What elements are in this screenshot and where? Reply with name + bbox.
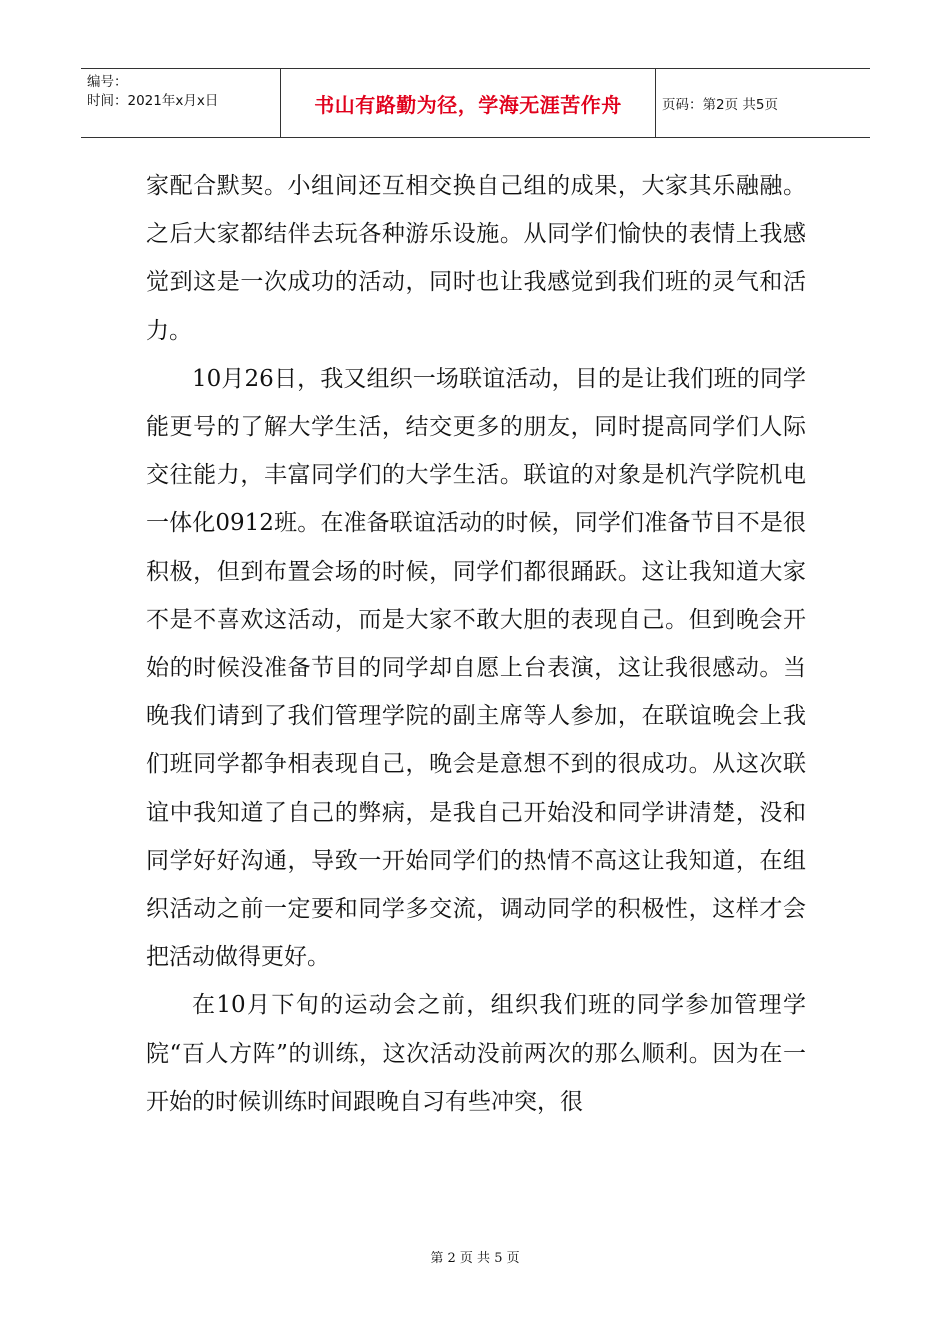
document-body [146,162,806,1126]
header-motto: 书山有路勤为径，学海无涯苦作舟 [314,92,622,117]
document-header [81,68,870,138]
document-number-label: 编号： [87,74,128,90]
document-date-label: 时间：2021年x月x日 [87,93,219,109]
paragraph-mixer-event: 10月26日，我又组织一场联谊活动，目的是让我们班的同学能更号的了解大学生活，结交更多的朋友，同时提高同学们人际交往能力，丰富同学们的大学生活。联谊的对象是机汽学院机电一体化0912班。在准备联谊活动的时候，同学们准备节目不是很积极，但到布置会场的时候，同学们都很踊跃。这让我知道大家不是不喜欢这活动，而是大家不敢大胆的表现自己。但到晚会开始的时候没准备节目的同学却自愿上台表演，这让我很感动。当晚我们请到了我们管理学院的副主席等人参加，在联谊晚会上我们班同学都争相表现自己，晚会是意想不到的很成功。从这次联谊中我知道了自己的弊病，是我自己开始没和同学讲清楚，没和同学好好沟通，导致一开始同学们的热情不高这让我知道，在组织活动之前一定要和同学多交流，调动同学的积极性，这样才会把活动做得更好。 [146,365,806,971]
page-footer: 第 2 页 共 5 页 [430,1251,520,1266]
header-page-info: 页码：第2页 共5页 [662,97,778,113]
paragraph-sports-meet: 在10月下旬的运动会之前，组织我们班的同学参加管理学院“百人方阵”的训练，这次活动没前两次的那么顺利。因为在一开始的时候训练时间跟晚自习有些冲突，很 [146,992,806,1115]
paragraph-continued: 家配合默契。小组间还互相交换自己组的成果，大家其乐融融。之后大家都结伴去玩各种游乐设施。从同学们愉快的表情上我感觉到这是一次成功的活动，同时也让我感觉到我们班的灵气和活力。 [146,173,806,344]
header-motto-cell [281,69,656,137]
header-meta [81,69,281,137]
